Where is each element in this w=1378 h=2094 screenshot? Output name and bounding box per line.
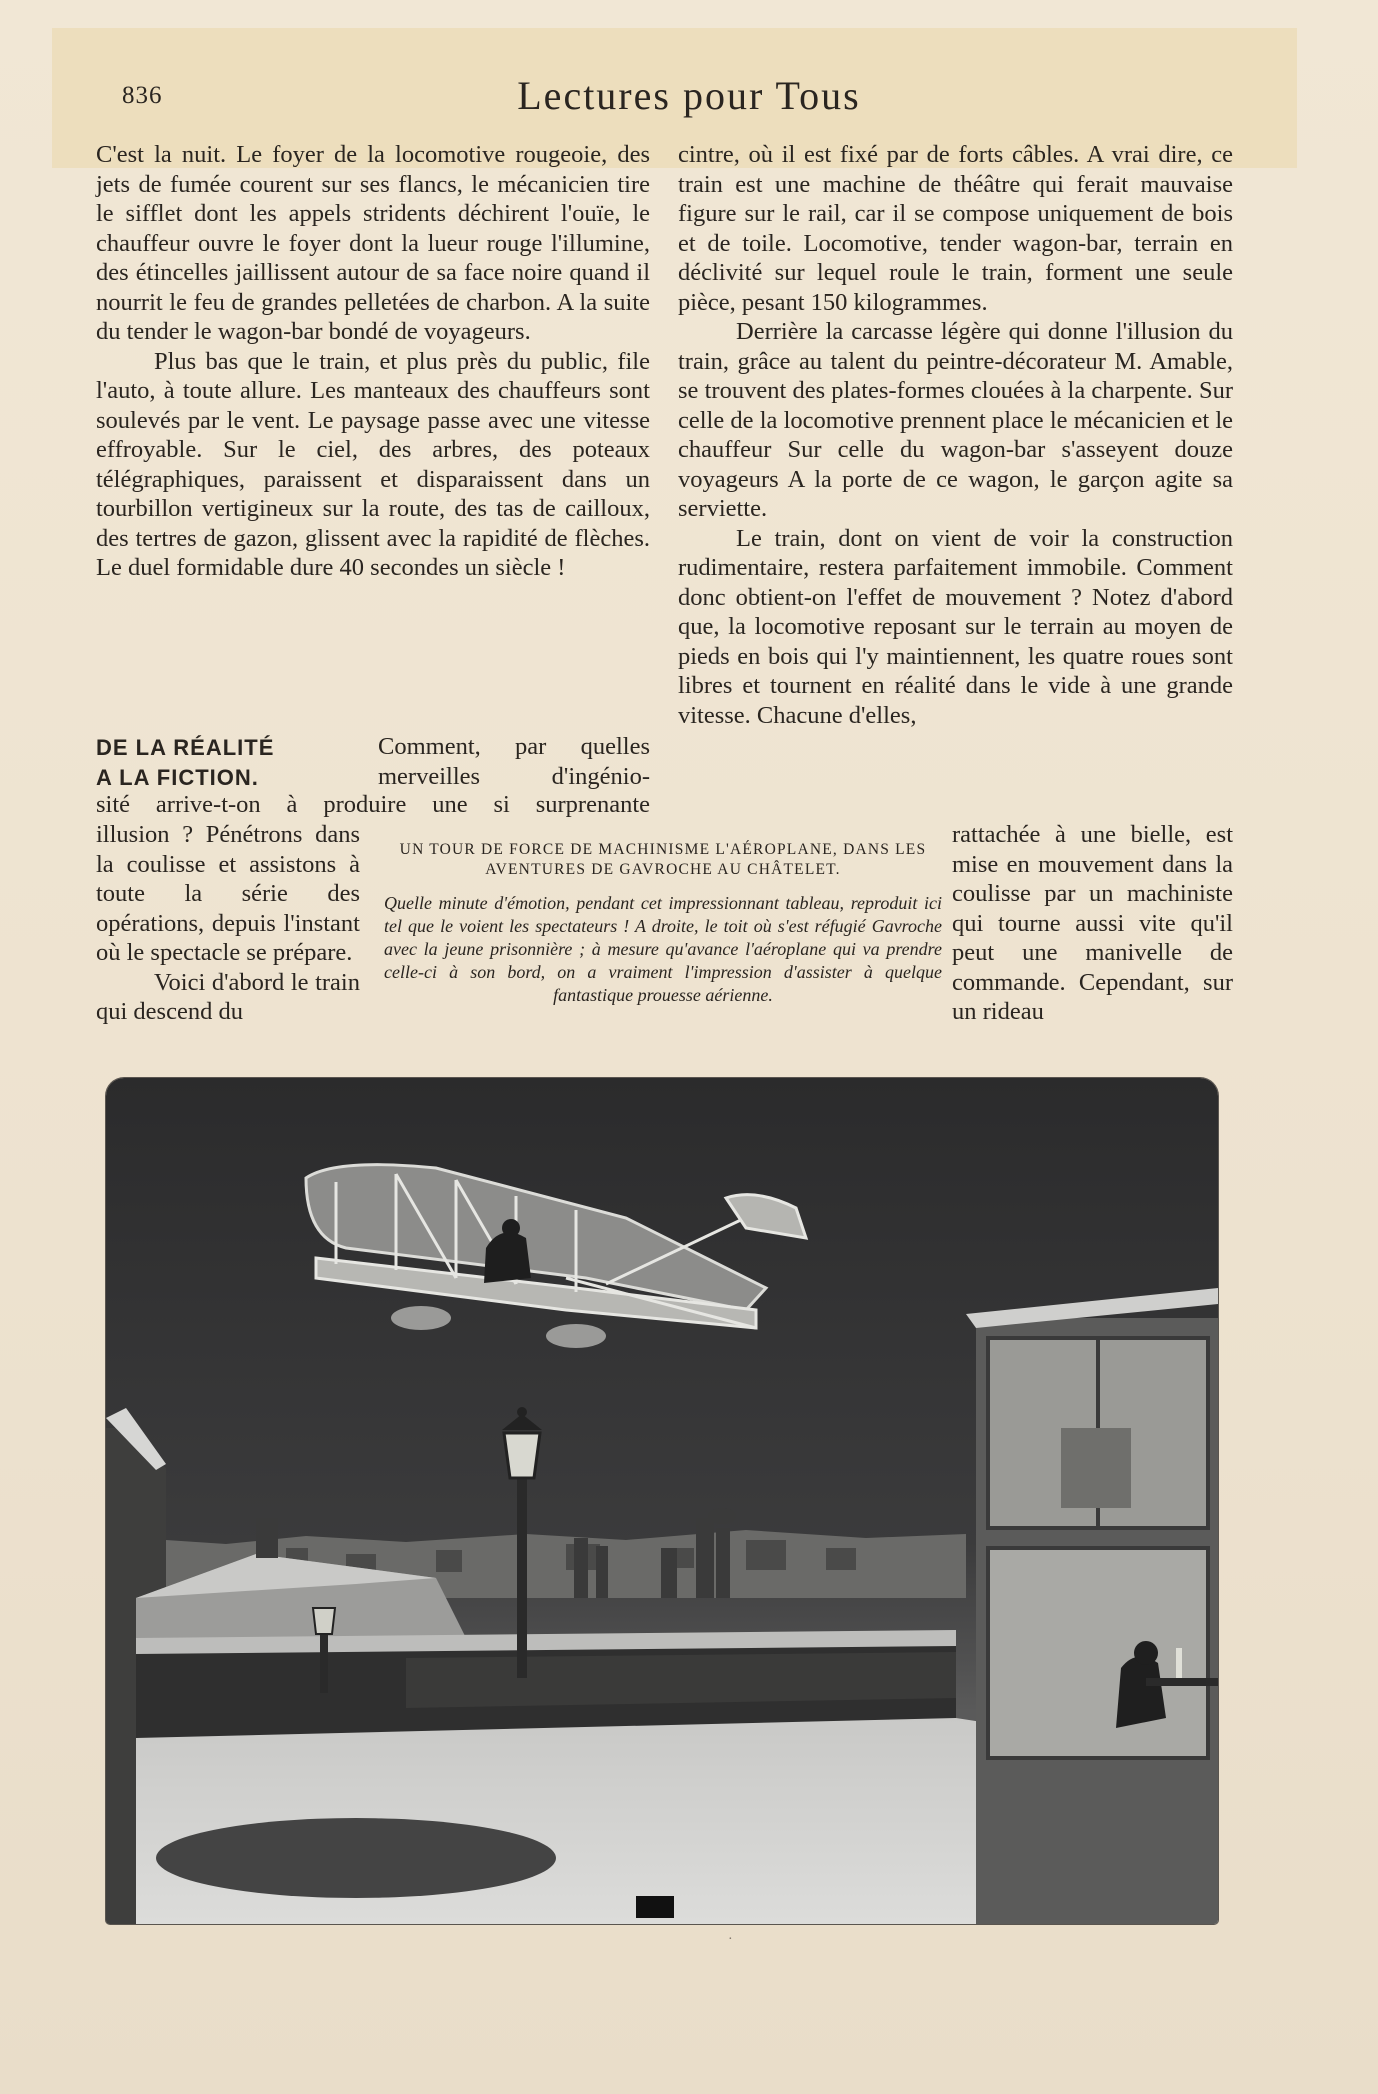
subheading-line: A LA FICTION. <box>96 765 259 790</box>
paragraph: rattachée à une bielle, est mise en mouvement dans la coulisse par un machiniste qui tourne aussi vite qu'il peut une manivelle de commande. Cependant, sur un rideau <box>952 821 1233 1025</box>
running-title: Lectures pour Tous <box>517 73 861 118</box>
paragraph: illusion ? Pénétrons dans la coulisse et assistons à toute la série des opérations, depuis l'instant où le spectacle se prépare. <box>96 821 360 966</box>
illustration-caption <box>384 840 942 1007</box>
right-narrow-column <box>952 820 1233 1027</box>
print-mark: · <box>728 1932 733 1947</box>
section-intro-text <box>378 732 650 791</box>
subheading-line: DE LA RÉALITÉ <box>96 735 275 760</box>
section-subheading <box>96 733 322 793</box>
paragraph: Le train, dont on vient de voir la construction rudimentaire, restera parfaitement immobile. Comment donc obtient-on l'effet de mouvement ? Notez d'abord que, la locomotive reposant sur le terrain au moyen de pieds en bois qui l'y maintiennent, les quatre roues sont libres et tournent en réalité dans le vide à une grande vitesse. Chacune d'elles, <box>678 524 1233 729</box>
paragraph: Derrière la carcasse légère qui donne l'illusion du train, grâce au talent du peintre-décorateur M. Amable, se trouvent des plates-formes clouées à la charpente. Sur celle de la locomotive prennent place le mécanicien et le chauffeur Sur celle du wagon-bar s'asseyent douze voyageurs A la porte de ce wagon, le garçon agite sa serviette. <box>678 318 1233 522</box>
paragraph: sité arrive-t-on à produire une si surprenante <box>96 791 650 818</box>
paragraph: C'est la nuit. Le foyer de la locomotive rougeoie, des jets de fumée courent sur ses flancs, le mécanicien tire le sifflet dont les appels stridents déchirent l'ouïe, le chauffeur ouvre le foyer dont la lueur rouge l'illumine, des étincelles jaillissent autour de sa face noire quand il nourrit le feu de grandes pelletées de charbon. A la suite du tender le wagon-bar bondé de voyageurs. <box>96 141 650 345</box>
paragraph: cintre, où il est fixé par de forts câbles. A vrai dire, ce train est une machine de théâtre qui ferait mauvaise figure sur le rail, car il se compose uniquement de bois et de toile. Locomotive, tender wagon-bar, terrain en déclivité sur lequel roule le train, forment une seule pièce, pesant 150 kilogrammes. <box>678 141 1233 316</box>
paragraph: Voici d'abord le train qui descend du <box>96 968 360 1025</box>
paragraph: Plus bas que le train, et plus près du public, file l'auto, à toute allure. Les manteaux des chauffeurs sont soulevés par le vent. Le paysage passe avec une vitesse effroyable. Sur le ciel, des arbres, des poteaux télégraphiques, paraissent et disparaissent dans un tourbillon vertigineux sur la route, des tas de cailloux, des tertres de gazon, glissent avec la rapidité de flèches. Le duel formidable dure 40 secondes un siècle ! <box>96 347 650 581</box>
right-column-text <box>678 140 1233 730</box>
caption-title: UN TOUR DE FORCE DE MACHINISME L'AÉROPLANE, DANS LES AVENTURES DE GAVROCHE AU CHÂTELET. <box>399 841 927 878</box>
section-text-line <box>96 790 650 820</box>
illustration-aeroplane-over-rooftops <box>106 1078 1218 1924</box>
paragraph: Comment, par quelles merveilles d'ingénio- <box>378 733 650 790</box>
page-number: 836 <box>122 82 163 109</box>
left-column-text <box>96 140 650 583</box>
left-narrow-column <box>96 820 360 1027</box>
caption-text: Quelle minute d'émotion, pendant cet impressionnant tableau, reproduit ici tel que le voient les spectateurs ! A droite, le toit où s'est réfugié Gavroche avec la jeune prisonnière ; à mesure qu'avance l'aéroplane qui va prendre celle-ci à son bord, on a vraiment l'impression d'assister à quelque fantastique prouesse aérienne. <box>384 893 942 1005</box>
